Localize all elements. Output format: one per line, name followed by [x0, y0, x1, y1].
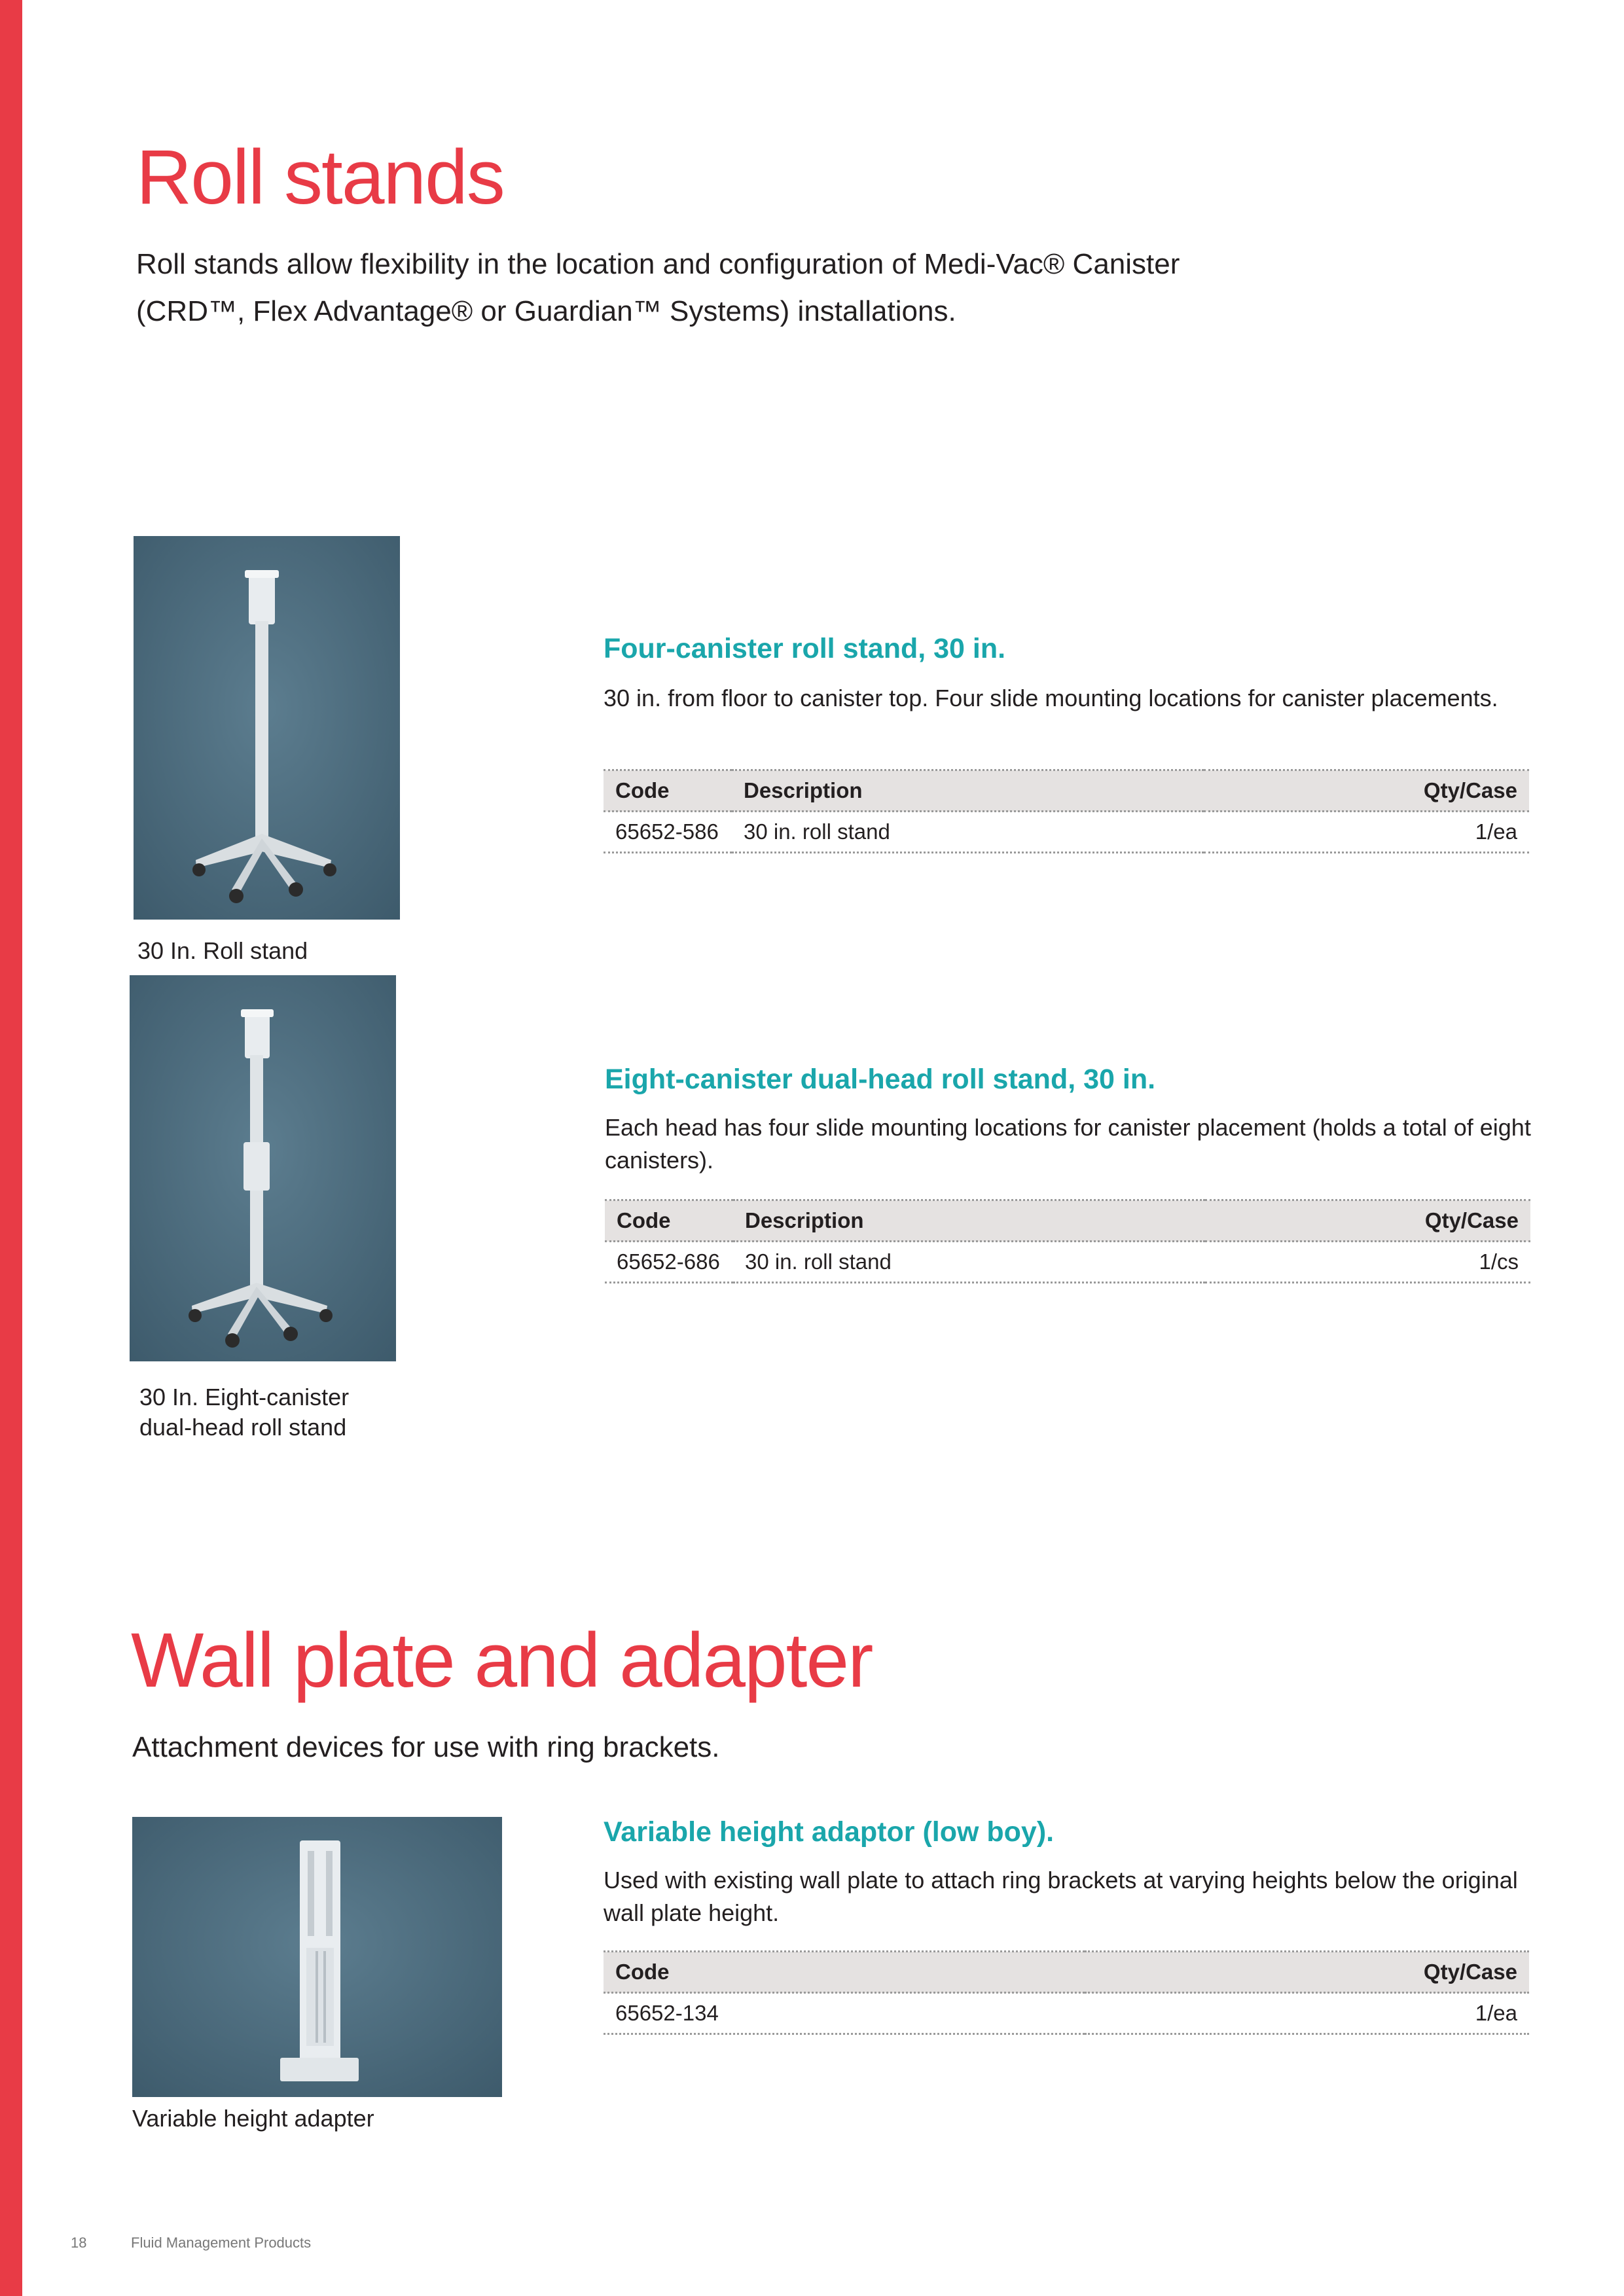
header-description: Description — [732, 770, 1204, 812]
red-side-bar — [0, 0, 22, 2296]
intro-line-2: (CRD™, Flex Advantage® or Guardian™ Systems) installations. — [136, 295, 956, 327]
header-code: Code — [604, 770, 732, 812]
table-row — [604, 812, 1529, 853]
header-description: Description — [733, 1200, 1205, 1242]
header-qty: Qty/Case — [1085, 1952, 1529, 1993]
header-code: Code — [605, 1200, 733, 1242]
product-title-variable-height-adaptor: Variable height adaptor (low boy). — [604, 1816, 1055, 1848]
product-desc-variable-height-adaptor: Used with existing wall plate to attach ring brackets at varying heights below the original wall plate height. — [604, 1867, 1518, 1926]
photo-roll-stand — [134, 536, 400, 920]
photo-dual-head-roll-stand — [130, 975, 396, 1361]
dual-head-roll-stand-image — [130, 975, 396, 1361]
section-title-roll-stands: Roll stands — [136, 134, 504, 221]
product-title-eight-canister: Eight-canister dual-head roll stand, 30 in. — [605, 1064, 1156, 1095]
table-row — [605, 1242, 1530, 1283]
roll-stand-image — [134, 536, 400, 920]
cell-code: 65652-586 — [604, 812, 732, 853]
cell-code: 65652-686 — [605, 1242, 733, 1283]
product-title-four-canister: Four-canister roll stand, 30 in. — [604, 633, 1006, 664]
table-row — [604, 1993, 1529, 2034]
product-table-eight-canister — [605, 1199, 1530, 1283]
product-desc-four-canister: 30 in. from floor to canister top. Four slide mounting locations for canister placements. — [604, 685, 1498, 711]
cell-code: 65652-134 — [604, 1993, 1085, 2034]
caption-dual-head-roll-stand — [139, 1382, 349, 1443]
section-intro-wall-plate: Attachment devices for use with ring brackets. — [132, 1731, 720, 1763]
cell-description: 30 in. roll stand — [733, 1242, 1205, 1283]
section-title-wall-plate: Wall plate and adapter — [131, 1617, 873, 1704]
cell-qty: 1/ea — [1204, 812, 1529, 853]
product-desc-eight-canister: Each head has four slide mounting locations for canister placement (holds a total of eight canisters). — [605, 1114, 1531, 1174]
header-code: Code — [604, 1952, 1085, 1993]
caption-line-1: 30 In. Eight-canister — [139, 1384, 350, 1410]
header-qty: Qty/Case — [1205, 1200, 1530, 1242]
product-table-variable-height-adaptor — [604, 1950, 1529, 2035]
cell-qty: 1/ea — [1085, 1993, 1529, 2034]
caption-variable-height-adapter: Variable height adapter — [132, 2105, 374, 2132]
cell-description: 30 in. roll stand — [732, 812, 1204, 853]
footer-page-number: 18 — [71, 2234, 87, 2251]
footer-section-name: Fluid Management Products — [131, 2234, 312, 2251]
section-intro-roll-stands — [136, 241, 1180, 335]
intro-line-1: Roll stands allow flexibility in the location and configuration of Medi-Vac® Canister — [136, 248, 1180, 280]
table-header-row — [605, 1200, 1530, 1242]
table-header-row — [604, 1952, 1529, 1993]
caption-roll-stand: 30 In. Roll stand — [137, 937, 308, 964]
photo-variable-height-adapter — [132, 1817, 502, 2097]
cell-qty: 1/cs — [1205, 1242, 1530, 1283]
product-table-four-canister — [604, 769, 1529, 853]
table-header-row — [604, 770, 1529, 812]
variable-height-adapter-image — [132, 1817, 502, 2097]
caption-line-2: dual-head roll stand — [139, 1414, 347, 1441]
header-qty: Qty/Case — [1204, 770, 1529, 812]
